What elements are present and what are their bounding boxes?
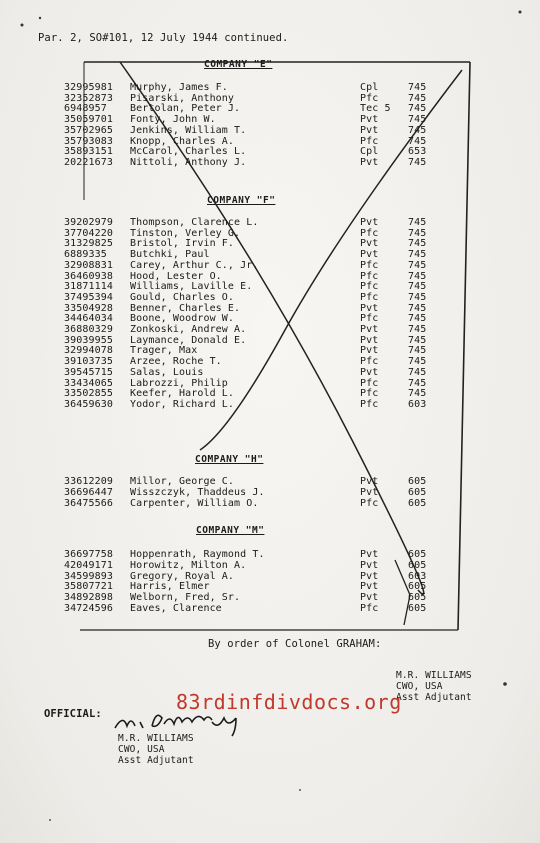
roster-grade: Pvt	[360, 559, 379, 571]
roster-mos: 745	[408, 388, 427, 400]
roster-mos: 745	[408, 356, 427, 368]
company-title: COMPANY "E"	[204, 59, 273, 70]
roster-mos: 605	[408, 603, 427, 614]
roster-grade: Pvt	[360, 114, 379, 126]
roster-name: Harris, Elmer	[130, 581, 210, 593]
roster-serial: 34464034	[64, 313, 113, 325]
roster-serial: 31329825	[64, 238, 113, 250]
roster-serial: 36880329	[64, 324, 113, 335]
roster-grade: Pvt	[360, 156, 379, 168]
roster-grade: Pfc	[360, 259, 379, 271]
roster-mos: 745	[408, 82, 427, 93]
right-sig-name: M.R. WILLIAMS	[396, 670, 472, 681]
roster-name: Murphy, James F.	[130, 82, 228, 93]
roster-name: Keefer, Harold L.	[130, 388, 235, 400]
roster-mos: 605	[408, 559, 427, 571]
left-sig-name: M.R. WILLIAMS	[118, 733, 194, 744]
roster-serial: 32995981	[64, 82, 113, 93]
roster-mos: 745	[408, 377, 427, 389]
roster-mos: 745	[408, 313, 427, 325]
roster-grade: Cpl	[360, 146, 379, 158]
roster-name: Nittoli, Anthony J.	[130, 156, 247, 168]
right-signature-block	[396, 670, 472, 703]
roster-mos: 605	[408, 497, 427, 509]
roster-serial: 39545715	[64, 366, 113, 378]
roster-grade: Pfc	[360, 227, 379, 239]
roster-mos: 745	[408, 114, 427, 126]
roster-name: Boone, Woodrow W.	[130, 313, 235, 325]
roster-serial: 6889335	[64, 249, 107, 261]
roster-name: Fonty, John W.	[130, 114, 216, 126]
roster-grade: Pfc	[360, 356, 379, 368]
roster-mos: 605	[408, 592, 427, 604]
roster-serial: 36475566	[64, 497, 113, 509]
roster-grade: Pfc	[360, 603, 379, 614]
roster-name: Pisarski, Anthony	[130, 92, 235, 104]
roster-name: Hoppenrath, Raymond T.	[130, 549, 265, 560]
roster-grade: Pvt	[360, 345, 379, 357]
roster-serial: 36696447	[64, 486, 113, 498]
roster-name: Hood, Lester O.	[130, 270, 222, 282]
official-label: OFFICIAL:	[44, 708, 102, 720]
roster-mos: 745	[408, 103, 427, 115]
roster-serial: 32908831	[64, 259, 113, 271]
roster-name: Eaves, Clarence	[130, 603, 222, 614]
roster-serial: 39202979	[64, 217, 113, 228]
roster-grade: Pvt	[360, 124, 379, 136]
roster-mos: 745	[408, 291, 427, 303]
roster-grade: Pfc	[360, 497, 379, 509]
roster-grade: Pvt	[360, 217, 379, 228]
roster-name: Williams, Laville E.	[130, 281, 253, 293]
roster-mos: 605	[408, 486, 427, 498]
roster-name: Trager, Max	[130, 345, 198, 357]
roster-name: Jenkins, William T.	[130, 124, 247, 136]
roster-name: Bristol, Irvin F.	[130, 238, 235, 250]
roster-mos: 745	[408, 334, 427, 346]
roster-name: Salas, Louis	[130, 366, 204, 378]
roster-serial: 36460938	[64, 270, 113, 282]
roster-grade: Pfc	[360, 135, 379, 147]
roster-mos: 745	[408, 345, 427, 357]
roster-name: Benner, Charles E.	[130, 302, 241, 314]
roster-mos: 745	[408, 259, 427, 271]
roster-mos: 605	[408, 581, 427, 593]
roster-serial: 33502855	[64, 388, 113, 400]
roster-serial: 39103735	[64, 356, 113, 368]
roster-serial: 6948957	[64, 103, 107, 115]
roster-name: Yodor, Richard L.	[130, 398, 235, 410]
roster-grade: Pvt	[360, 324, 379, 335]
roster-serial: 37495394	[64, 291, 113, 303]
roster-serial: 36459630	[64, 398, 113, 410]
roster-mos: 745	[408, 270, 427, 282]
roster-mos: 605	[408, 476, 427, 487]
roster-name: Butchki, Paul	[130, 249, 210, 261]
roster-serial: 34599893	[64, 570, 113, 582]
roster-name: Thompson, Clarence L.	[130, 217, 259, 228]
roster-name: Labrozzi, Philip	[130, 377, 228, 389]
roster-grade: Pvt	[360, 549, 379, 560]
roster-name: Millor, George C.	[130, 476, 235, 487]
roster-serial: 35702965	[64, 124, 113, 136]
roster-grade: Pfc	[360, 281, 379, 293]
roster-mos: 745	[408, 227, 427, 239]
roster-name: Welborn, Fred, Sr.	[130, 592, 241, 604]
roster-mos: 745	[408, 324, 427, 335]
roster-grade: Pfc	[360, 398, 379, 410]
roster-grade: Pvt	[360, 476, 379, 487]
roster-mos: 745	[408, 156, 427, 168]
right-sig-rank: CWO, USA	[396, 681, 443, 692]
roster-name: Gould, Charles O.	[130, 291, 235, 303]
roster-grade: Pvt	[360, 249, 379, 261]
roster-serial: 39039955	[64, 334, 113, 346]
roster-grade: Pfc	[360, 291, 379, 303]
box-right-line	[458, 62, 470, 630]
left-signature-block	[118, 733, 194, 766]
roster-grade: Pvt	[360, 581, 379, 593]
roster-mos: 745	[408, 281, 427, 293]
roster-serial: 42049171	[64, 559, 113, 571]
watermark-text: 83rdinfdivdocs.org	[176, 690, 402, 714]
roster-mos: 603	[408, 398, 427, 410]
company-title: COMPANY "M"	[196, 525, 265, 536]
roster-mos: 745	[408, 92, 427, 104]
roster-serial: 35807721	[64, 581, 113, 593]
roster-mos: 745	[408, 238, 427, 250]
roster-grade: Pfc	[360, 388, 379, 400]
roster-serial: 31871114	[64, 281, 113, 293]
roster-mos: 745	[408, 249, 427, 261]
roster-mos: 603	[408, 570, 427, 582]
roster-grade: Pfc	[360, 92, 379, 104]
roster-grade: Pvt	[360, 334, 379, 346]
company-title: COMPANY "F"	[207, 195, 276, 206]
roster-name: Wisszczyk, Thaddeus J.	[130, 486, 265, 498]
roster-mos: 653	[408, 146, 427, 158]
by-order-line: By order of Colonel GRAHAM:	[208, 638, 382, 650]
roster-serial: 32352873	[64, 92, 113, 104]
roster-mos: 745	[408, 217, 427, 228]
left-sig-rank: CWO, USA	[118, 744, 165, 755]
roster-serial: 36697758	[64, 549, 113, 560]
roster-grade: Pvt	[360, 570, 379, 582]
roster-mos: 745	[408, 302, 427, 314]
roster-name: Gregory, Royal A.	[130, 570, 235, 582]
roster-grade: Pfc	[360, 313, 379, 325]
roster-serial: 34724596	[64, 603, 113, 614]
roster-grade: Pvt	[360, 592, 379, 604]
roster-name: Horowitz, Milton A.	[130, 559, 247, 571]
company-title: COMPANY "H"	[195, 454, 264, 465]
roster-name: Zonkoski, Andrew A.	[130, 324, 247, 335]
roster-serial: 35893151	[64, 146, 113, 158]
left-sig-title: Asst Adjutant	[118, 755, 194, 766]
roster-grade: Pvt	[360, 486, 379, 498]
roster-mos: 605	[408, 549, 427, 560]
roster-name: McCarol, Charles L.	[130, 146, 247, 158]
roster-name: Tinston, Verley G.	[130, 227, 241, 239]
roster-serial: 35793083	[64, 135, 113, 147]
roster-serial: 37704220	[64, 227, 113, 239]
page-header: Par. 2, SO#101, 12 July 1944 continued.	[38, 32, 289, 44]
roster-serial: 33434065	[64, 377, 113, 389]
roster-name: Carey, Arthur C., Jr.	[130, 259, 259, 271]
roster-grade: Pfc	[360, 377, 379, 389]
roster-mos: 745	[408, 135, 427, 147]
roster-name: Laymance, Donald E.	[130, 334, 247, 346]
roster-serial: 33612209	[64, 476, 113, 487]
roster-grade: Pvt	[360, 238, 379, 250]
roster-serial: 33504928	[64, 302, 113, 314]
right-sig-title: Asst Adjutant	[396, 692, 472, 703]
roster-grade: Tec 5	[360, 103, 391, 115]
roster-serial: 34892898	[64, 592, 113, 604]
roster-serial: 35059701	[64, 114, 113, 126]
roster-name: Carpenter, William O.	[130, 497, 259, 509]
roster-grade: Pfc	[360, 270, 379, 282]
roster-serial: 32994078	[64, 345, 113, 357]
roster-serial: 20221673	[64, 156, 113, 168]
roster-grade: Cpl	[360, 82, 379, 93]
roster-mos: 745	[408, 124, 427, 136]
roster-mos: 745	[408, 366, 427, 378]
roster-name: Arzee, Roche T.	[130, 356, 222, 368]
roster-name: Knopp, Charles A.	[130, 135, 235, 147]
roster-name: Bertolan, Peter J.	[130, 103, 241, 115]
roster-grade: Pvt	[360, 366, 379, 378]
roster-grade: Pvt	[360, 302, 379, 314]
